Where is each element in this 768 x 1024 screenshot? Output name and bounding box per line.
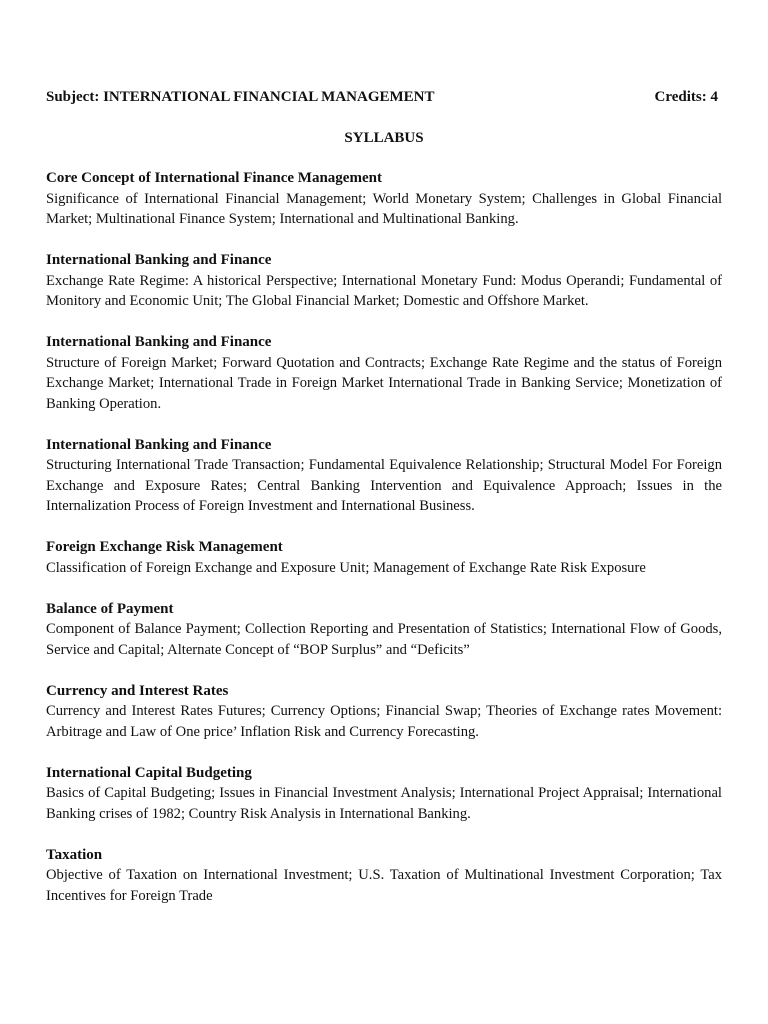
section-body: Exchange Rate Regime: A historical Perspective; International Monetary Fund: Modus Operandi; Fundamental of Monitory and Economic Unit; The Global Financial Market; Domestic and Offshore Market. — [46, 272, 722, 309]
section-body: Significance of International Financial Management; World Monetary System; Challenges in Global Financial Market; Multinational Finance System; International and Multinational Banking. — [46, 190, 722, 227]
document-header — [46, 87, 722, 107]
section-body: Classification of Foreign Exchange and Exposure Unit; Management of Exchange Rate Risk Exposure — [46, 559, 646, 576]
section-fx-risk — [46, 537, 722, 578]
section-capital-budgeting — [46, 763, 722, 825]
credits-label: Credits: 4 — [654, 89, 718, 105]
section-body: Basics of Capital Budgeting; Issues in Financial Investment Analysis; International Project Appraisal; International Banking crises of 1982; Country Risk Analysis in International Banking. — [46, 785, 722, 822]
section-heading: Balance of Payment — [46, 600, 174, 617]
section-banking-finance-3 — [46, 435, 722, 517]
section-body: Currency and Interest Rates Futures; Currency Options; Financial Swap; Theories of Exchange rates Movement: Arbitrage and Law of One price’ Inflation Risk and Currency Forecasting. — [46, 703, 722, 740]
section-banking-finance-2 — [46, 332, 722, 414]
section-heading: International Banking and Finance — [46, 436, 272, 453]
section-heading: Currency and Interest Rates — [46, 682, 229, 699]
section-heading: Foreign Exchange Risk Management — [46, 539, 283, 555]
section-heading: Core Concept of International Finance Management — [46, 170, 382, 186]
section-body: Structuring International Trade Transaction; Fundamental Equivalence Relationship; Structural Model For Foreign Exchange and Exposure Rates; Central Banking Intervention and Equivalence Approach; Issues in the Internalization Process of Foreign Investment and International Business. — [46, 457, 722, 514]
section-body: Structure of Foreign Market; Forward Quotation and Contracts; Exchange Rate Regime and the status of Foreign Exchange Market; International Trade in Foreign Market International Trade in Banking Service; Monetization of Banking Operation. — [46, 354, 722, 412]
section-body: Objective of Taxation on International Investment; U.S. Taxation of Multinational Investment Corporation; Tax Incentives for Foreign Trade — [46, 867, 722, 904]
section-body: Component of Balance Payment; Collection Reporting and Presentation of Statistics; International Flow of Goods, Service and Capital; Alternate Concept of “BOP Surplus” and “Deficits” — [46, 621, 722, 658]
section-heading: Taxation — [46, 846, 103, 863]
section-heading: International Banking and Finance — [46, 334, 272, 350]
section-heading: International Banking and Finance — [46, 252, 272, 268]
syllabus-heading: SYLLABUS — [344, 130, 424, 146]
section-taxation — [46, 845, 722, 907]
section-heading: International Capital Budgeting — [46, 764, 252, 781]
subject-title: Subject: INTERNATIONAL FINANCIAL MANAGEMENT — [46, 89, 435, 105]
section-currency-interest — [46, 681, 722, 743]
section-core-concept — [46, 168, 722, 230]
section-balance-of-payment — [46, 599, 722, 661]
section-banking-finance-1 — [46, 250, 722, 312]
